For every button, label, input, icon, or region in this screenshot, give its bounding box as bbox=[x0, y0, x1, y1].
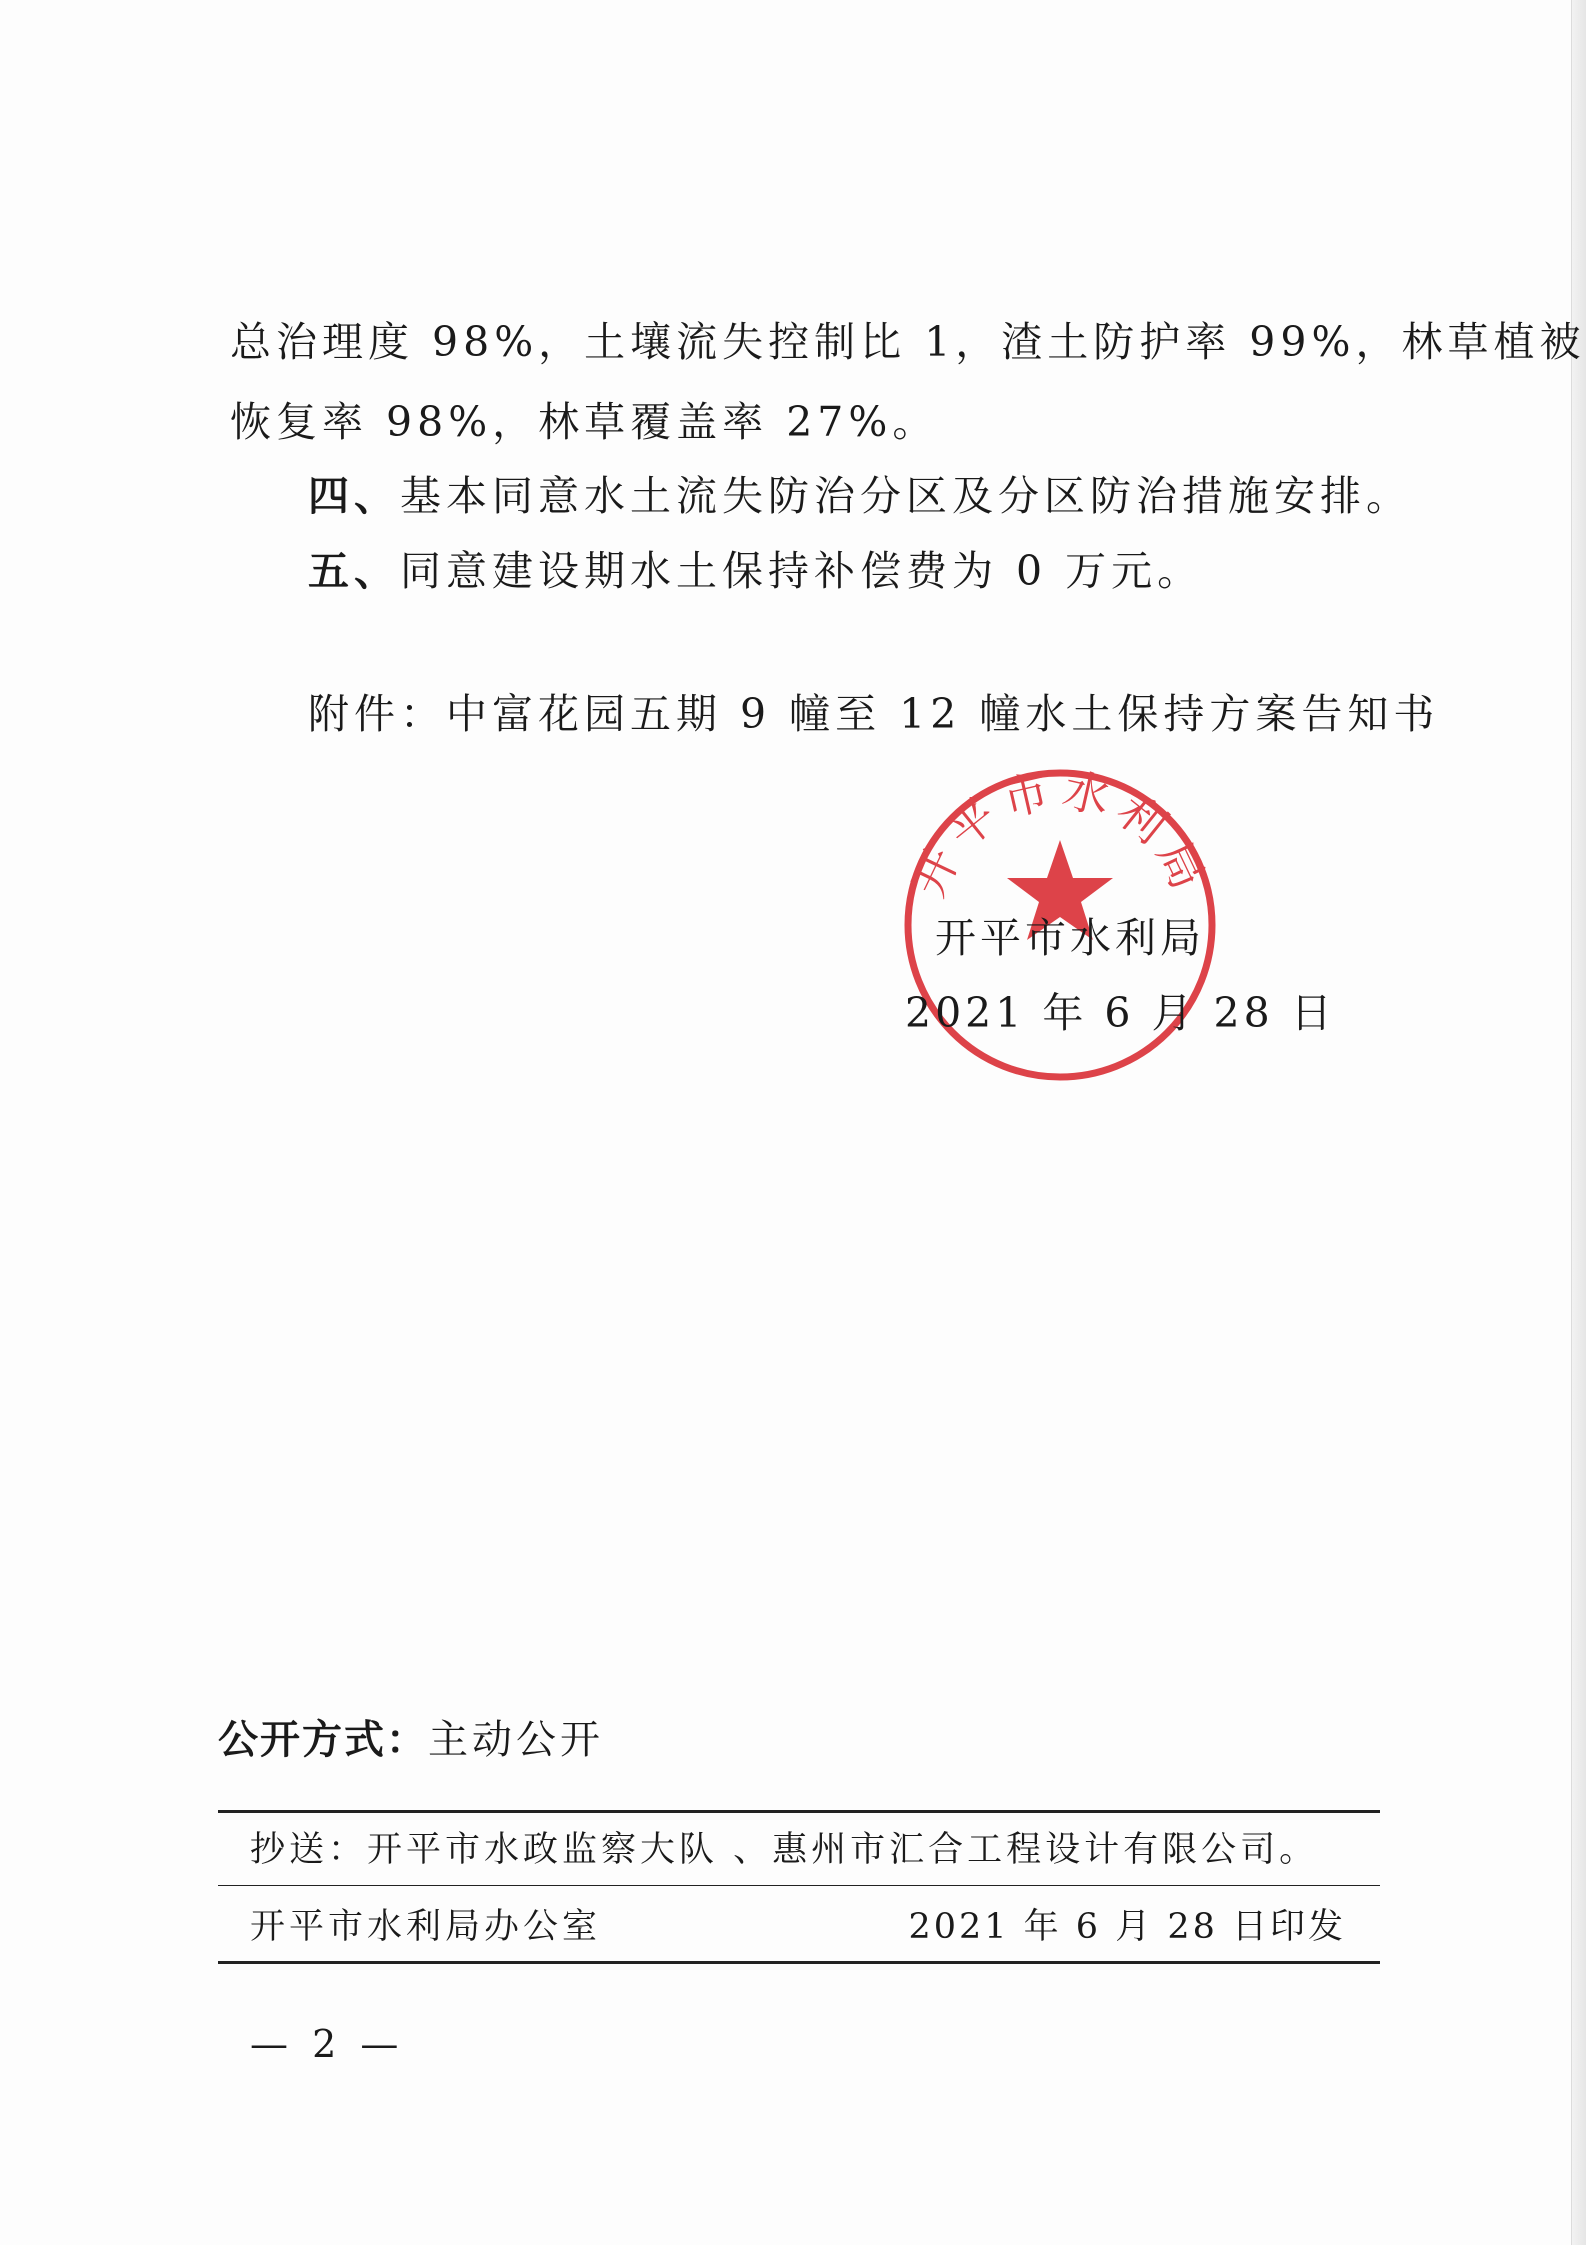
footer-rule-bottom bbox=[218, 1961, 1380, 1964]
disclosure-label: 公开方式： bbox=[218, 1717, 428, 1763]
item-5-text: 同意建设期水土保持补偿费为 0 万元。 bbox=[400, 547, 1204, 595]
footer-rule-middle bbox=[218, 1885, 1380, 1886]
footer-rule-top bbox=[218, 1810, 1380, 1813]
cc-line: 抄送：开平市水政监察大队 、惠州市汇合工程设计有限公司。 bbox=[250, 1830, 1319, 1870]
issuing-office: 开平市水利局办公室 bbox=[250, 1907, 602, 1947]
item-5 bbox=[308, 547, 1204, 595]
page-number: — 2 — bbox=[250, 2022, 405, 2066]
item-4-text: 基本同意水土流失防治分区及分区防治措施安排。 bbox=[400, 472, 1412, 520]
signature-date: 2021 年 6 月 28 日 bbox=[905, 989, 1336, 1037]
body-line-1: 总治理度 98%，土壤流失控制比 1，渣土防护率 99%，林草植被 bbox=[230, 318, 1586, 366]
body-line-2: 恢复率 98%，林草覆盖率 27%。 bbox=[230, 398, 939, 446]
printed-date: 2021 年 6 月 28 日印发 bbox=[908, 1907, 1346, 1947]
item-4-number: 四、 bbox=[308, 472, 400, 520]
seal-text: 开平市水利局 bbox=[901, 762, 1219, 905]
disclosure-value: 主动公开 bbox=[428, 1717, 604, 1763]
attachment-line: 附件：中富花园五期 9 幢至 12 幢水土保持方案告知书 bbox=[308, 690, 1440, 738]
signature-org: 开平市水利局 bbox=[935, 914, 1205, 962]
item-4 bbox=[308, 472, 1412, 520]
item-5-number: 五、 bbox=[308, 547, 400, 595]
disclosure-method bbox=[218, 1717, 604, 1763]
